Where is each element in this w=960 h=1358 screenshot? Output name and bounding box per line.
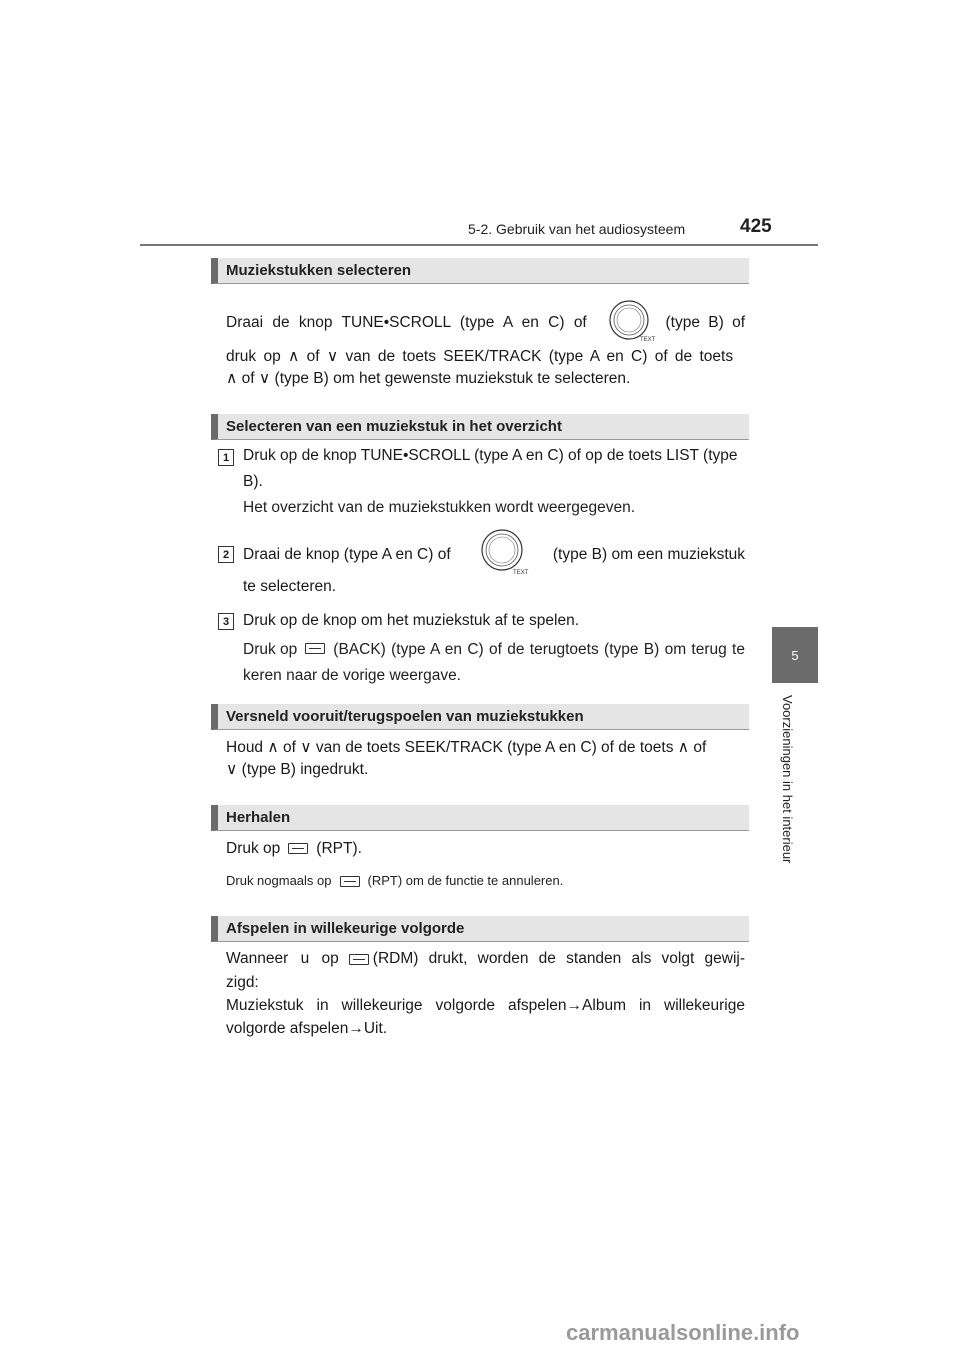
- header-rule: [140, 244, 818, 246]
- chapter-tab: [772, 627, 818, 683]
- step-3-note: [243, 637, 745, 689]
- svg-text:TEXT: TEXT: [640, 337, 656, 343]
- step-number-3: 3: [218, 613, 234, 630]
- text: keren naar de vorige weergave.: [243, 667, 461, 684]
- step-2-line1: [243, 528, 745, 576]
- section-heading-fast: [211, 704, 749, 730]
- section-title: Afspelen in willekeurige volgorde: [226, 920, 465, 937]
- svg-text:TEXT: TEXT: [513, 570, 529, 576]
- back-button-icon: [305, 643, 325, 654]
- rdm-button-icon: [349, 954, 369, 965]
- section-title: Herhalen: [226, 809, 291, 826]
- paragraph-random-line2: zigd:: [226, 974, 259, 991]
- section-heading-random: [211, 916, 749, 942]
- section-title: Selecteren van een muziekstuk in het overzicht: [226, 418, 562, 435]
- page-number: 425: [740, 216, 772, 237]
- paragraph-random-line1: [226, 946, 745, 972]
- paragraph-select-line3: ∧ of ∨ (type B) om het gewenste muziekstuk te selecteren.: [226, 370, 631, 387]
- text: (RPT).: [316, 840, 362, 857]
- step-1-text: Druk op de knop TUNE•SCROLL (type A en C) of op de toets LIST (type B).: [243, 447, 738, 490]
- section-heading-select: [211, 258, 749, 284]
- chapter-number: 5: [791, 647, 799, 663]
- text: (type B) of: [665, 314, 745, 331]
- section-title: Muziekstukken selecteren: [226, 262, 412, 279]
- text: Wanneer u op: [226, 950, 339, 967]
- step-number-2: 2: [218, 546, 234, 563]
- chapter-side-label: [770, 695, 820, 895]
- paragraph-repeat: [226, 836, 745, 862]
- paragraph-random-line3: Muziekstuk in willekeurige volgorde afspelen→Album in willekeurige: [226, 997, 745, 1014]
- watermark: carmanualsonline.info: [566, 1320, 800, 1345]
- text: Draai de knop (type A en C) of: [243, 546, 451, 563]
- step-2-line2: te selecteren.: [243, 578, 337, 595]
- paragraph-select-line2: druk op ∧ of ∨ van de toets SEEK/TRACK (type A en C) of de toets: [226, 348, 734, 365]
- text: Druk op: [226, 840, 281, 857]
- step-number-1: 1: [218, 449, 234, 466]
- section-title: Versneld vooruit/terugspoelen van muziekstukken: [226, 708, 584, 725]
- section-heading-repeat: [211, 805, 749, 831]
- running-header-section: 5-2. Gebruik van het audiosysteem: [468, 221, 686, 237]
- text: (RDM) drukt, worden de standen als volgt gewij-: [372, 950, 745, 967]
- step-1-note: Het overzicht van de muziekstukken wordt weergegeven.: [243, 499, 636, 516]
- repeat-note: [226, 870, 745, 891]
- paragraph-fast-line1: Houd ∧ of ∨ van de toets SEEK/TRACK (type A en C) of de toets ∧ of: [226, 739, 707, 756]
- paragraph-random-line4: volgorde afspelen→Uit.: [226, 1020, 388, 1037]
- rpt-button-icon: [340, 876, 360, 887]
- text: Druk op: [243, 641, 298, 658]
- rpt-button-icon: [288, 843, 308, 854]
- paragraph-select-line1: [226, 300, 745, 343]
- step-3-text: Druk op de knop om het muziekstuk af te spelen.: [243, 612, 580, 629]
- text: (type B) om een muziekstuk: [552, 546, 745, 563]
- chapter-title: Voorzieningen in het interieur: [780, 695, 795, 864]
- text: (RPT) om de functie te annuleren.: [367, 873, 564, 888]
- text: (BACK) (type A en C) of de terugtoets (type B) om terug te: [333, 641, 745, 658]
- text: Druk nogmaals op: [226, 873, 332, 888]
- section-heading-overview: [211, 414, 749, 440]
- paragraph-fast-line2: ∨ (type B) ingedrukt.: [226, 761, 369, 778]
- text: Draai de knop TUNE•SCROLL (type A en C) of: [226, 314, 587, 331]
